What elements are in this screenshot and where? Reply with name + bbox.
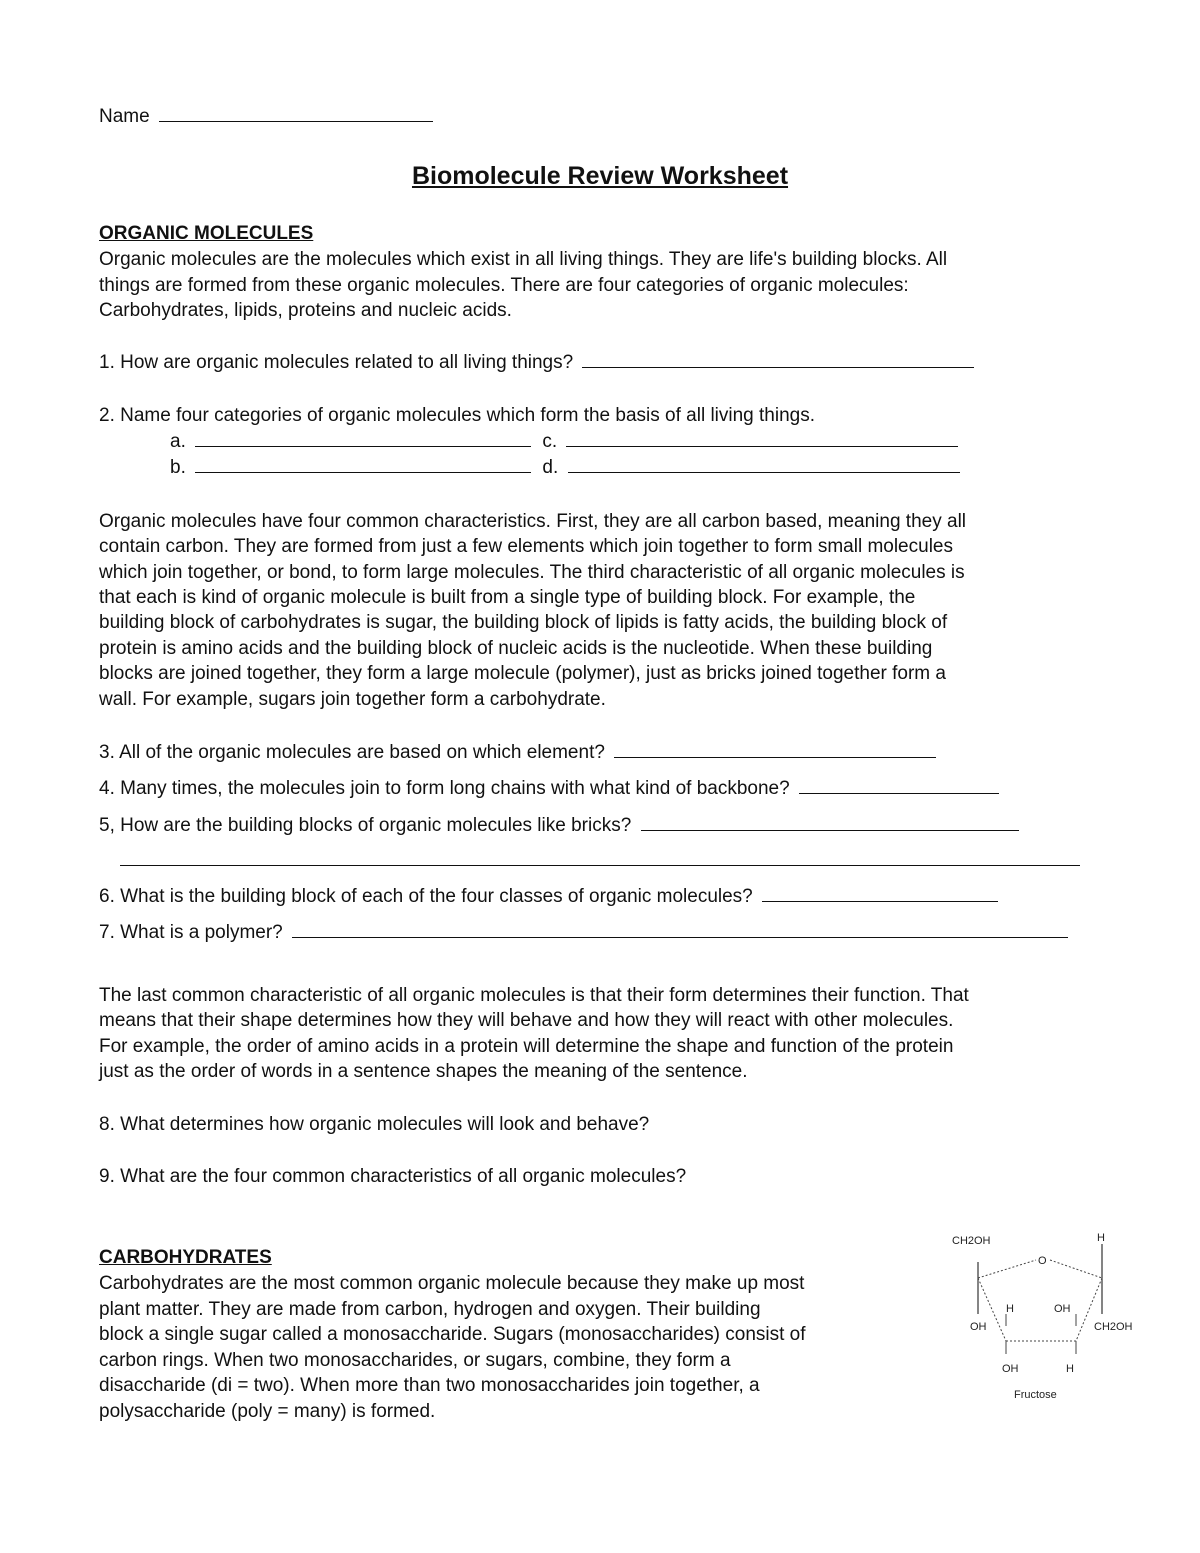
answer-line-1[interactable] bbox=[582, 351, 974, 368]
option-d-label: d. bbox=[542, 457, 559, 478]
paragraph-2-line: protein is amino acids and the building block of nucleic acids is the nucleotide. When these building bbox=[99, 638, 933, 659]
option-b-label: b. bbox=[170, 457, 186, 478]
carbohydrates-line: block a single sugar called a monosaccharide. Sugars (monosaccharides) consist of bbox=[99, 1324, 806, 1345]
answer-line-5[interactable] bbox=[641, 814, 1019, 831]
oh-left-label: OH bbox=[970, 1321, 987, 1333]
answer-line-2c[interactable] bbox=[566, 430, 958, 447]
paragraph-2-line: which join together, or bond, to form large molecules. The third characteristic of all organic molecules is bbox=[99, 562, 965, 583]
carbohydrates-line: Carbohydrates are the most common organic molecule because they make up most bbox=[99, 1273, 805, 1294]
fructose-caption: Fructose bbox=[1014, 1389, 1057, 1401]
question-1-text: 1. How are organic molecules related to all living things? bbox=[99, 352, 574, 373]
ring-bond-top-right bbox=[1050, 1260, 1102, 1278]
question-5-continuation bbox=[120, 848, 1080, 873]
carbohydrates-line: polysaccharide (poly = many) is formed. bbox=[99, 1401, 436, 1422]
question-5 bbox=[99, 813, 1019, 838]
question-2-row-ac bbox=[170, 429, 958, 454]
answer-line-2b[interactable] bbox=[195, 456, 531, 473]
option-a-label: a. bbox=[170, 431, 186, 452]
question-9: 9. What are the four common characteristics of all organic molecules? bbox=[99, 1166, 687, 1187]
paragraph-3-line: means that their shape determines how they will behave and how they will react with other molecules. bbox=[99, 1010, 954, 1031]
ch2oh-right-label: CH2OH bbox=[1094, 1321, 1133, 1333]
carbohydrates-line: plant matter. They are made from carbon, hydrogen and oxygen. Their building bbox=[99, 1299, 761, 1320]
oh-inner-label: OH bbox=[1054, 1303, 1071, 1315]
carbohydrates-line: disaccharide (di = two). When more than two monosaccharides join together, a bbox=[99, 1375, 760, 1396]
h-bottom-label: H bbox=[1066, 1363, 1074, 1375]
carbohydrates-heading: CARBOHYDRATES bbox=[99, 1247, 272, 1268]
paragraph-2-line: contain carbon. They are formed from just a few elements which join together to form small molecules bbox=[99, 536, 953, 557]
name-row bbox=[99, 104, 433, 129]
answer-line-7[interactable] bbox=[292, 921, 1068, 938]
intro-line: Organic molecules are the molecules which exist in all living things. They are life's building blocks. All bbox=[99, 249, 948, 270]
paragraph-3-line: For example, the order of amino acids in a protein will determine the shape and function of the protein bbox=[99, 1036, 954, 1057]
question-5-text: 5, How are the building blocks of organic molecules like bricks? bbox=[99, 815, 632, 836]
paragraph-3-line: The last common characteristic of all organic molecules is that their form determines their function. That bbox=[99, 985, 969, 1006]
question-6-text: 6. What is the building block of each of the four classes of organic molecules? bbox=[99, 886, 753, 907]
answer-line-4[interactable] bbox=[799, 777, 999, 794]
answer-line-5b[interactable] bbox=[120, 849, 1080, 866]
worksheet-title: Biomolecule Review Worksheet bbox=[411, 162, 789, 190]
paragraph-2-line: that each is kind of organic molecule is built from a single type of building block. For example, the bbox=[99, 587, 916, 608]
answer-line-3[interactable] bbox=[614, 741, 936, 758]
carbohydrates-line: carbon rings. When two monosaccharides, or sugars, combine, they form a bbox=[99, 1350, 731, 1371]
question-7 bbox=[99, 920, 1068, 945]
answer-line-6[interactable] bbox=[762, 885, 998, 902]
ch2oh-left-label: CH2OH bbox=[952, 1235, 991, 1247]
question-1 bbox=[99, 350, 974, 375]
question-4-text: 4. Many times, the molecules join to form long chains with what kind of backbone? bbox=[99, 778, 790, 799]
question-4 bbox=[99, 776, 999, 801]
option-c-label: c. bbox=[542, 431, 558, 452]
name-label: Name bbox=[99, 106, 150, 127]
h-top-label: H bbox=[1097, 1232, 1105, 1244]
paragraph-2-line: wall. For example, sugars join together form a carbohydrate. bbox=[99, 689, 606, 710]
answer-line-2d[interactable] bbox=[568, 456, 960, 473]
question-7-text: 7. What is a polymer? bbox=[99, 922, 283, 943]
h-inner-label: H bbox=[1006, 1303, 1014, 1315]
name-input-line[interactable] bbox=[159, 105, 433, 122]
question-3-text: 3. All of the organic molecules are based on which element? bbox=[99, 742, 605, 763]
paragraph-3-line: just as the order of words in a sentence shapes the meaning of the sentence. bbox=[99, 1061, 748, 1082]
question-8: 8. What determines how organic molecules will look and behave? bbox=[99, 1114, 650, 1135]
paragraph-2-line: blocks are joined together, they form a large molecule (polymer), just as bricks joined together form a bbox=[99, 663, 946, 684]
question-3 bbox=[99, 740, 936, 765]
fructose-structure-diagram bbox=[944, 1226, 1144, 1406]
organic-molecules-heading: ORGANIC MOLECULES bbox=[99, 223, 314, 244]
paragraph-2-line: building block of carbohydrates is sugar, the building block of lipids is fatty acids, the building block of bbox=[99, 612, 948, 633]
question-2-row-bd bbox=[170, 455, 960, 480]
ring-oxygen-label: O bbox=[1038, 1255, 1047, 1267]
paragraph-2-line: Organic molecules have four common characteristics. First, they are all carbon based, meaning they all bbox=[99, 511, 967, 532]
ring-bond-top-left bbox=[978, 1260, 1036, 1278]
intro-line: Carbohydrates, lipids, proteins and nucleic acids. bbox=[99, 300, 512, 321]
question-6 bbox=[99, 884, 998, 909]
question-2: 2. Name four categories of organic molecules which form the basis of all living things. bbox=[99, 405, 816, 426]
answer-line-2a[interactable] bbox=[195, 430, 531, 447]
intro-line: things are formed from these organic molecules. There are four categories of organic molecules: bbox=[99, 275, 909, 296]
oh-bottom-label: OH bbox=[1002, 1363, 1019, 1375]
